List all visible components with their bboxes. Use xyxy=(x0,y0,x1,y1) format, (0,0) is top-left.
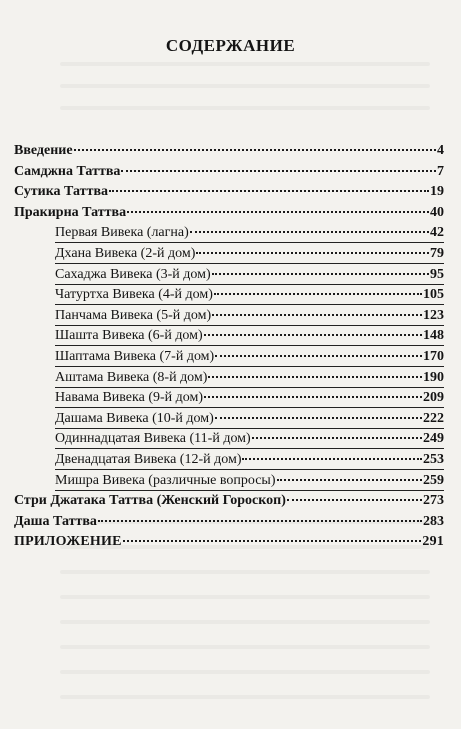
toc-page-number: 259 xyxy=(423,473,444,488)
dot-leader xyxy=(98,520,422,522)
entry-underline xyxy=(55,345,444,346)
toc-entry-title: Самджна Таттва xyxy=(14,164,121,179)
toc-entry-title: Пракирна Таттва xyxy=(14,205,127,220)
toc-entry xyxy=(14,182,444,202)
dot-leader xyxy=(242,458,422,460)
dot-leader xyxy=(190,231,429,233)
bleed-through-line xyxy=(60,84,430,88)
toc-page-number: 95 xyxy=(430,267,444,282)
dot-leader xyxy=(204,396,422,398)
toc-subentry xyxy=(55,450,444,470)
toc-entry-title: Шашта Вивека (6-й дом) xyxy=(55,328,203,343)
bleed-through-line xyxy=(60,595,430,599)
toc-page-number: 249 xyxy=(423,431,444,446)
toc-page-number: 40 xyxy=(430,205,444,220)
toc-page-number: 170 xyxy=(423,349,444,364)
toc-subentry xyxy=(55,306,444,326)
toc-entry-title: Дхана Вивека (2-й дом) xyxy=(55,246,196,261)
toc-page-number: 209 xyxy=(423,390,444,405)
toc-subentry xyxy=(55,244,444,264)
bleed-through-line xyxy=(60,645,430,649)
dot-leader xyxy=(214,293,422,295)
dot-leader xyxy=(287,499,422,501)
entry-underline xyxy=(55,242,444,243)
toc-subentry xyxy=(55,409,444,429)
toc-page-number: 253 xyxy=(423,452,444,467)
toc-entry-title: Введение xyxy=(14,143,73,158)
toc-entry-title: Двенадцатая Вивека (12-й дом) xyxy=(55,452,242,467)
toc-subentry xyxy=(55,471,444,491)
toc-page-number: 79 xyxy=(430,246,444,261)
page-title: СОДЕРЖАНИЕ xyxy=(165,36,296,55)
toc-entry-title: Мишра Вивека (различные вопросы) xyxy=(55,473,276,488)
bleed-through-line xyxy=(60,670,430,674)
bleed-through-line xyxy=(60,106,430,110)
toc-page-number: 19 xyxy=(430,184,444,199)
toc-page-number: 273 xyxy=(423,493,444,508)
toc-entry-title: Навама Вивека (9-й дом) xyxy=(55,390,204,405)
bleed-through-line xyxy=(60,620,430,624)
dot-leader xyxy=(74,149,436,151)
toc-entry-title: Сахаджа Вивека (3-й дом) xyxy=(55,267,211,282)
entry-underline xyxy=(55,366,444,367)
dot-leader xyxy=(208,376,422,378)
toc-entry-title: Панчама Вивека (5-й дом) xyxy=(55,308,212,323)
toc-page-number: 4 xyxy=(437,143,444,158)
dot-leader xyxy=(212,273,429,275)
toc-entry xyxy=(14,162,444,182)
toc-subentry xyxy=(55,326,444,346)
toc-page-number: 7 xyxy=(437,164,444,179)
dot-leader xyxy=(252,437,422,439)
toc-entry-title: Первая Вивека (лагна) xyxy=(55,225,189,240)
toc-page-number: 123 xyxy=(423,308,444,323)
toc-entry-title: Шаптама Вивека (7-й дом) xyxy=(55,349,215,364)
dot-leader xyxy=(121,170,436,172)
entry-underline xyxy=(55,448,444,449)
toc-page-number: 42 xyxy=(430,225,444,240)
toc-entry-title: Одиннадцатая Вивека (11-й дом) xyxy=(55,431,251,446)
toc-page-number: 283 xyxy=(423,514,444,529)
toc-entry xyxy=(14,141,444,161)
toc-subentry xyxy=(55,347,444,367)
toc-subentry xyxy=(55,265,444,285)
toc-entry xyxy=(14,203,444,223)
toc-entry xyxy=(14,491,444,511)
dot-leader xyxy=(215,417,422,419)
toc-subentry xyxy=(55,429,444,449)
toc-entry xyxy=(14,532,444,552)
bleed-through-line xyxy=(60,62,430,66)
dot-leader xyxy=(277,479,423,481)
toc-entry-title: Чатуртха Вивека (4-й дом) xyxy=(55,287,213,302)
toc-entry-title: Стри Джатака Таттва (Женский Гороскоп) xyxy=(14,493,286,508)
toc-entry-title: Даша Таттва xyxy=(14,514,97,529)
dot-leader xyxy=(127,211,429,213)
toc-subentry xyxy=(55,223,444,243)
toc-page-number: 291 xyxy=(422,534,444,549)
bleed-through-line xyxy=(60,695,430,699)
dot-leader xyxy=(123,540,422,542)
toc-subentry xyxy=(55,388,444,408)
dot-leader xyxy=(196,252,429,254)
entry-underline xyxy=(55,407,444,408)
toc-page-number: 148 xyxy=(423,328,444,343)
entry-underline xyxy=(55,304,444,305)
toc-page-number: 105 xyxy=(423,287,444,302)
toc-subentry xyxy=(55,285,444,305)
toc-entry-title: Аштама Вивека (8-й дом) xyxy=(55,370,208,385)
toc-entry-title: ПРИЛОЖЕНИЕ xyxy=(14,534,122,549)
toc-subentry xyxy=(55,368,444,388)
dot-leader xyxy=(109,190,429,192)
toc-page-number: 190 xyxy=(423,370,444,385)
bleed-through-line xyxy=(60,570,430,574)
toc-entry-title: Дашама Вивека (10-й дом) xyxy=(55,411,214,426)
dot-leader xyxy=(215,355,422,357)
entry-underline xyxy=(55,263,444,264)
entry-underline xyxy=(55,469,444,470)
dot-leader xyxy=(212,314,422,316)
toc-entry-title: Сутика Таттва xyxy=(14,184,109,199)
toc-page-number: 222 xyxy=(423,411,444,426)
dot-leader xyxy=(204,334,422,336)
toc-entry xyxy=(14,512,444,532)
